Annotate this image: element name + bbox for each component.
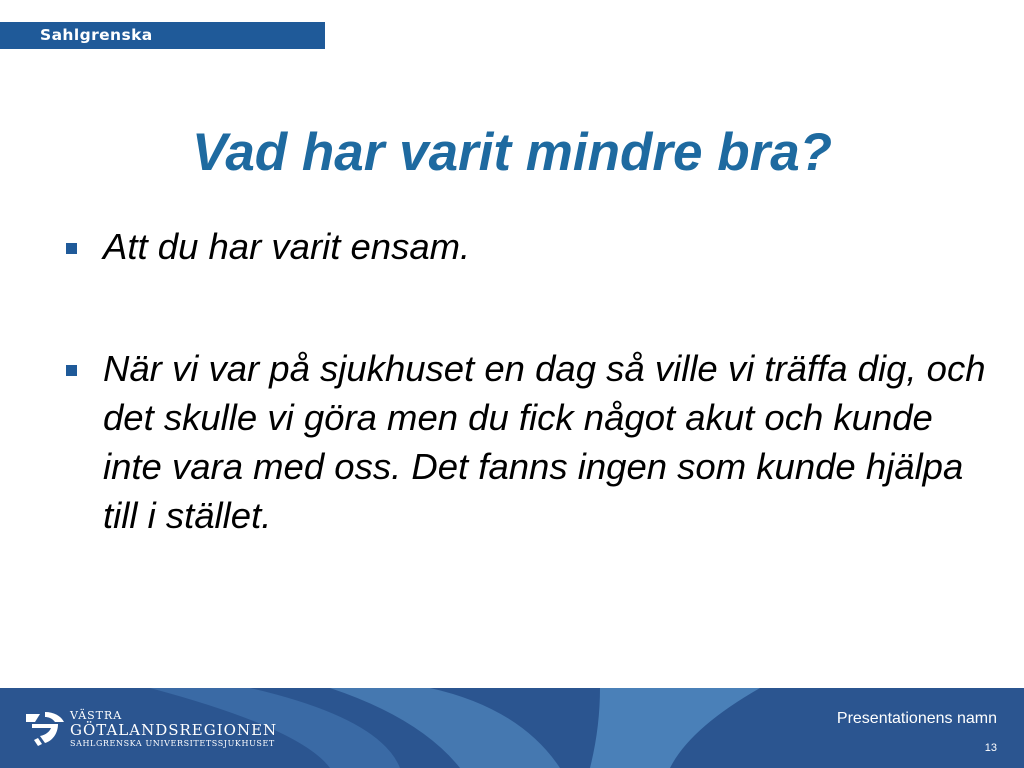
- logo-line-vastra: VÄSTRA: [70, 709, 123, 722]
- header-bar: [0, 22, 325, 71]
- presentation-name: Presentationens namn: [836, 710, 997, 727]
- bullet-text: Att du har varit ensam.: [103, 226, 471, 267]
- square-bullet-icon: [66, 365, 77, 376]
- bullet-list: [62, 222, 992, 540]
- slide-title: Vad har varit mindre bra?: [191, 123, 833, 182]
- organization-name: Sahlgrenska Universitetssjukhuset: [40, 26, 240, 71]
- logo-wordmark: [70, 710, 277, 749]
- bullet-item: [62, 344, 992, 540]
- square-bullet-icon: [66, 243, 77, 254]
- vastra-gotalandsregionen-logo-icon: [24, 708, 66, 748]
- bullet-text: När vi var på sjukhuset en dag så ville vi träffa dig, och det skulle vi göra men du fick något akut och kunde inte vara med oss. Det fanns ingen som kunde hjälpa till i stället.: [103, 348, 986, 536]
- logo-line-hospital: SAHLGRENSKA UNIVERSITETSSJUKHUSET: [70, 739, 275, 748]
- bullet-item: [62, 222, 992, 271]
- footer-band: [0, 688, 1024, 768]
- logo-line-region: GÖTALANDSREGIONEN: [70, 721, 278, 739]
- slide-number: 13: [984, 742, 997, 754]
